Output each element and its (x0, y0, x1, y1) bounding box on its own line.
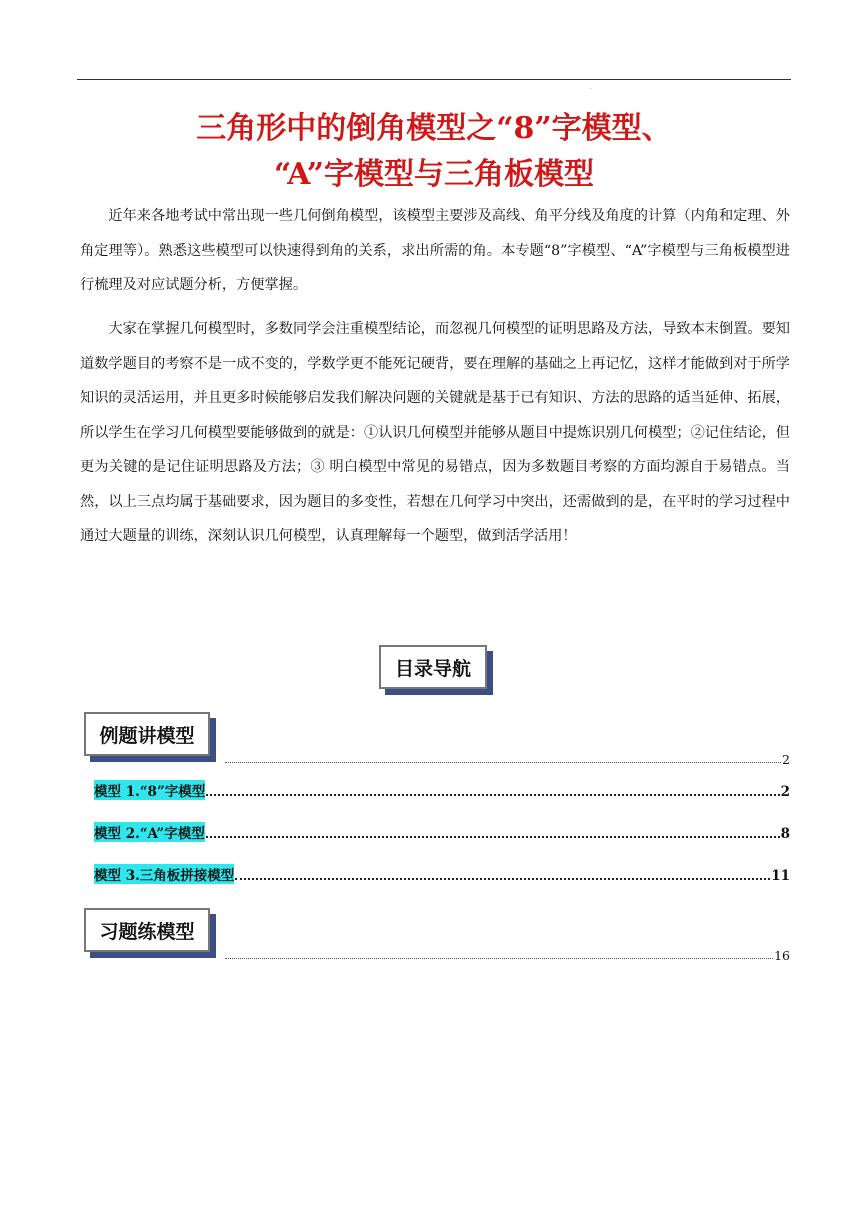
toc-entry-label: 模型 2.“A”字模型 (94, 822, 205, 842)
toc-section-label: 习题练模型 (99, 920, 195, 943)
toc-entry-examples[interactable] (224, 752, 790, 767)
intro-paragraph (80, 199, 790, 303)
toc-leader-dots (235, 878, 770, 880)
toc-section-label: 例题讲模型 (99, 724, 195, 747)
toc-entry-model-1[interactable] (94, 780, 790, 800)
toc-page-number: 11 (771, 868, 790, 884)
toc-section-badge-exercises (84, 908, 210, 952)
toc-heading: 目录导航 (394, 657, 471, 680)
toc-entry-label: 模型 1.“8”字模型 (94, 780, 205, 800)
header-mark: . (590, 84, 592, 91)
document-title-line-1: 三角形中的倒角模型之“8”字模型、 (196, 111, 672, 146)
toc-page-number: 2 (780, 784, 790, 800)
header-rule (77, 79, 791, 80)
toc-entry-label: 模型 3.三角板拼接模型 (94, 864, 234, 884)
advice-paragraph-text: 大家在掌握几何模型时，多数同学会注重模型结论，而忽视几何模型的证明思路及方法，导致本末倒置。要知道数学题目的考察不是一成不变的，学数学更不能死记硬背，要在理解的基础之上再记忆，这样才能做到对于所学知识的灵活运用，并且更多时候能够启发我们解决问题的关键就是基于已有知识、方法的思路的适当延伸、拓展，所以学生在学习几何模型要能够做到的就是：①认识几何模型并能够从题目中提炼识别几何模型；②记住结论，但更为关键的是记住证明思路及方法；③ 明白模型中常见的易错点，因为多数题目考察的方面均源自于易错点。当然，以上三点均属于基础要求，因为题目的多变性，若想在几何学习中突出，还需做到的是，在平时的学习过程中通过大题量的训练，深刻认识几何模型，认真理解每一个题型，做到活学活用！ (80, 321, 790, 544)
document-title-line-2: “A”字模型与三角板模型 (273, 157, 595, 192)
toc-entry-exercises[interactable] (224, 948, 790, 963)
toc-page-number: 8 (780, 826, 790, 842)
toc-heading-badge (379, 645, 487, 689)
toc-leader-dots (225, 762, 781, 763)
toc-entry-model-3[interactable] (94, 864, 790, 884)
toc-leader-dots (206, 794, 779, 796)
toc-page-number: 16 (774, 948, 790, 963)
intro-paragraph-text: 近年来各地考试中常出现一些几何倒角模型，该模型主要涉及高线、角平分线及角度的计算（内角和定理、外角定理等）。熟悉这些模型可以快速得到角的关系，求出所需的角。本专题“8”字模型、“A”字模型与三角板模型进行梳理及对应试题分析，方便掌握。 (80, 208, 790, 293)
toc-section-badge-examples (84, 712, 210, 756)
toc-page-number: 2 (782, 752, 790, 767)
toc-leader-dots (206, 836, 780, 838)
toc-leader-dots (225, 958, 773, 959)
toc-entry-model-2[interactable] (94, 822, 790, 842)
advice-paragraph (80, 312, 790, 554)
